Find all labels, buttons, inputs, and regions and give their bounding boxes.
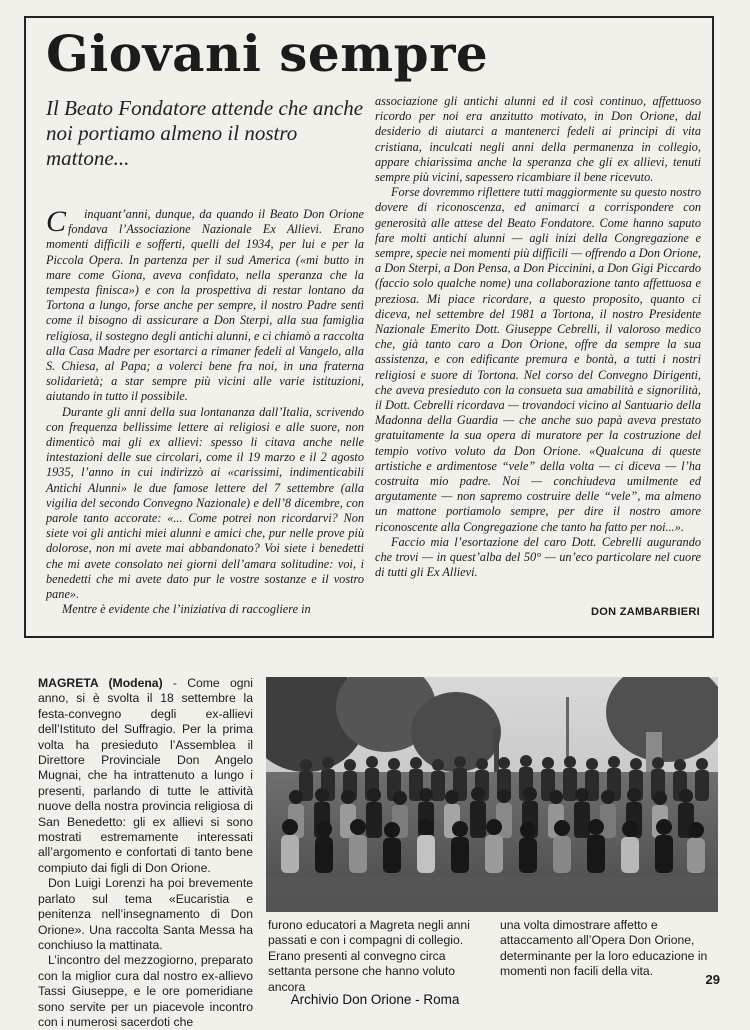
news-column-right: una volta dimostrare affetto e attaccamento all’Opera Don Orione, determinante per la loro educazione in momenti non facili della vita. [500,918,708,979]
news-column-left [38,676,253,1030]
article-paragraph: Mentre è evidente che l’iniziativa di raccogliere in [62,602,311,617]
article-title: Giovani sempre [46,24,489,83]
article-column-right [375,94,701,581]
article-paragraph: Faccio mia l’esortazione del caro Dott. Cebrelli augurando che trovi — in quest’alba del 50° — un’eco particolare nel cuore di tutti gli Ex Allievi. [375,534,701,580]
archive-caption: Archivio Don Orione - Roma [290,992,460,1007]
article-paragraph: Durante gli anni della sua lontananza dall’Italia, scrivendo con frequenza bellissime lettere ai religiosi e alle suore, non dimenticò mai gli ex allievi: spesso li citava anche nelle intestazioni delle sue circolari, come il 19 marzo e il 2 agosto 1935, l’anno in cui indirizzò ai «carissimi, indimenticabili Antichi Alunni» le due famose lettere del 7 settembre (alla vigilia del secondo Convegno Nazionale) e dell’8 dicembre, con parole tanto accorate: «... Come potrei non ricordarvi? Non siete voi gli antichi miei alunni e amici che, pur nelle prove più dolorose, non mi avete mai abbandonato? Voi siete i benedetti che mi avete consolato nei giorni dell’amara solitudine: voi, i benedetti che mi avete dato pur le vostre sostanze e il vostro pane». [46,404,364,602]
news-place: MAGRETA (Modena) [38,676,163,690]
article-subtitle: Il Beato Fondatore attende che anche noi portiamo almeno il nostro mattone... [46,96,364,170]
group-photo [266,677,718,912]
news-column-middle: furono educatori a Magreta negli anni passati e con i compagni di collegio. Erano presenti al convegno circa settanta persone che hanno voluto ancora [268,918,470,994]
article-paragraph: C inquant’anni, dunque, da quando il Beato Don Orione fondava l’Associazione Nazionale Ex Allievi. Erano momenti difficili e sofferti, quelli del 1934, per lui e per la Piccola Opera. In partenza per il sud America («mi butto in mare come Giona, aveva confidato, nella speranza che la tempesta finisca») e con la prospettiva di restar lontano da Tortona a lungo, forse anche per sempre, il nostro Padre sentì come il bisogno di assicurare a Don Sterpi, alla sua famiglia religiosa, il sostegno degli antichi alunni, e ci chiamò a raccolta alla Casa Madre per esortarci a rimaner fedeli al Vangelo, alla S. Chiesa, al Papa; a volerci bene fra noi, in una fraterna solidarietà; a star sempre più vicini alle varie istituzioni, aiutando in tutto il possibile. [46,207,364,405]
news-paragraph: L’incontro del mezzogiorno, preparato con la miglior cura dal nostro ex-allievo Tassi Giuseppe, e le ore pomeridiane sono servite per un piacevole incontro con i numerosi sacerdoti che [38,953,253,1029]
news-paragraph: MAGRETA (Modena) - Come ogni anno, si è svolta il 18 settembre la festa-convegno degli ex-allievi dell’Istituto del Suffragio. Per la prima volta ha presieduto l’Assemblea il Direttore Provinciale Don Angelo Mugnai, che ha intrattenuto a lungo i presenti, parlando di tutte le attività nuove della nostra provincia religiosa di San Benedetto: gli ex allievi si sono mostrati estremamente interessati all’argomento e confortati di tanto bene compiuto dai figli di Don Orione. [38,676,253,875]
article-column-left [46,207,364,617]
author-signature: DON ZAMBARBIERI [591,606,700,618]
article-paragraph: Forse dovremmo riflettere tutti maggiormente su questo nostro dovere di riconoscenza, ed animarci a corrispondere con generosità alle attese del Beato Fondatore. Come hanno saputo fare molti antichi alunni — agli inizi della Congregazione e sempre, specie nei momenti più difficili — offrendo a Don Orione, a Don Sterpi, a Don Pensa, a Don Piccinini, a Don Gigi Piccardo (faccio solo qualche nome) una collaborazione tanto affettuosa e preziosa. Mi piace ricordare, a questo proposito, quanto ci diceva, nel settembre del 1981 a Tortona, il nostro Presidente Nazionale Emerito Dott. Giuseppe Cebrelli, il valoroso medico che, già tanto caro a Don Orione, offre da sempre la sua assistenza, e con edificante premura e bontà, a tutti i nostri religiosi e suore di Tortona. Nel corso del Convegno Dirigenti, che aveva presieduto con la consueta sua amabilità e signorilità, il Dott. Cebrelli ricordava — trovandoci vicino al Santuario della Madonna della Guardia — che anche suo papà aveva prestato gratuitamente la sua opera di muratore per la costruzione del tempio votivo voluto da Don Orione. «Qualcuna di queste artistiche e ardimentose “vele” della volta — ci diceva — l’ha costruita mio padre. Noi — conchiudeva umilmente ed argutamente — non sapremo costruire delle “vele”, ma almeno un mattone portiamolo sempre, per dire il nostro amore riconoscente alla Congregazione che tanto ha fatto per noi...». [375,185,701,534]
article-paragraph: associazione gli antichi alunni ed il così continuo, affettuoso ricordo per noi era anzitutto motivato, in Don Orione, dal desiderio di aiutarci a mantenerci fedeli ai principi di vita cristiana, inculcati negli anni della permanenza in collegio, appare chiarissima anche la speranza che gli ex allievi, tenuti sempre più vicini, sapessero ricambiare il bene ricevuto. [375,94,701,185]
news-paragraph: Don Luigi Lorenzi ha poi brevemente parlato sul tema «Eucaristia e penitenza nell’insegnamento di Don Orione». Una raccolta Santa Messa ha conchiuso la mattinata. [38,876,253,952]
page-number: 29 [705,972,720,987]
drop-cap: C [46,205,67,238]
